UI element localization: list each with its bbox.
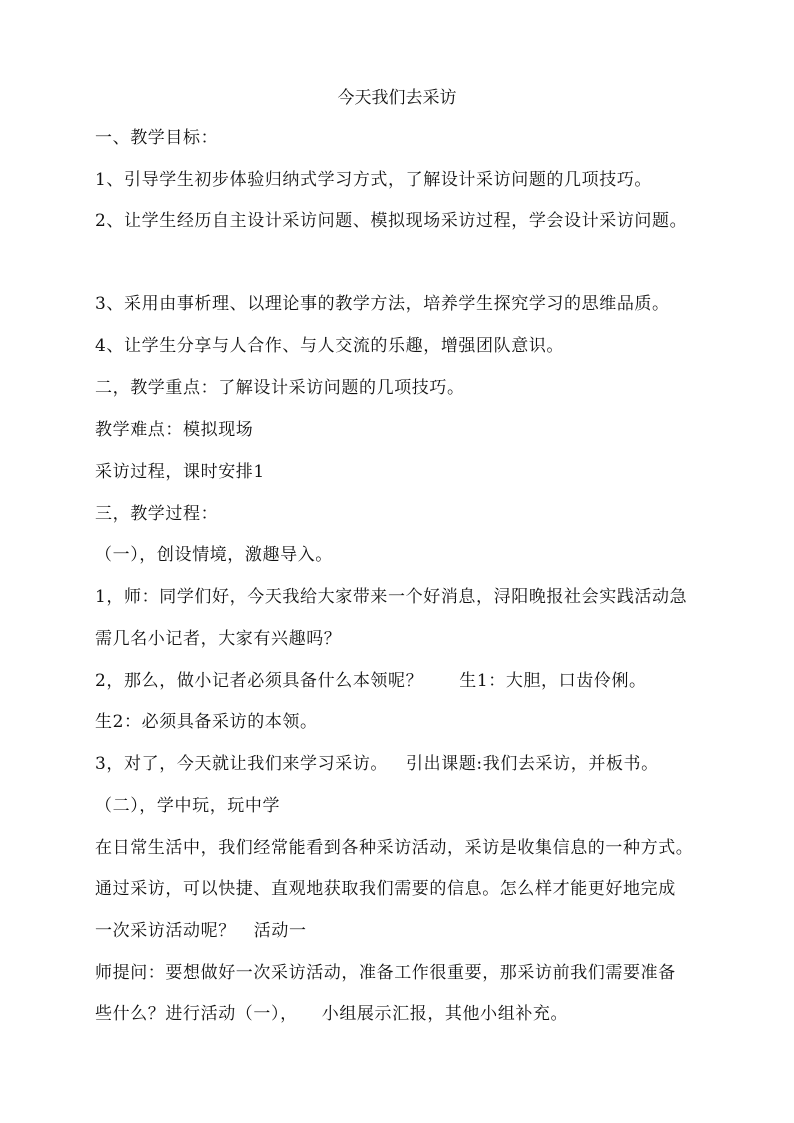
- paragraph-line: 些什么？进行活动（一）， 小组展示汇报，其他小组补充。: [95, 1004, 569, 1024]
- objective-2: 2、让学生经历自主设计采访问题、模拟现场采访过程，学会设计采访问题。: [95, 211, 688, 231]
- paragraph-line: 师提问：要想做好一次采访活动，准备工作很重要，那采访前我们需要准备: [95, 963, 676, 983]
- lesson-schedule: 采访过程，课时安排1: [95, 462, 265, 482]
- paragraph-line: 2，那么，做小记者必须具备什么本领呢？ 生1：大胆，口齿伶俐。: [95, 671, 647, 691]
- objective-1: 1、引导学生初步体验归纳式学习方式，了解设计采访问题的几项技巧。: [95, 170, 653, 190]
- document-title: 今天我们去采访: [337, 88, 457, 108]
- paragraph-line: 在日常生活中，我们经常能看到各种采访活动，采访是收集信息的一种方式。: [95, 838, 694, 858]
- paragraph-line: 需几名小记者，大家有兴趣吗？: [95, 629, 342, 649]
- objective-4: 4、让学生分享与人合作、与人交流的乐趣，增强团队意识。: [95, 336, 565, 356]
- section-heading-objectives: 一、教学目标：: [95, 128, 219, 148]
- teaching-difficulty: 教学难点：模拟现场: [95, 420, 254, 440]
- paragraph-line: 生2：必须具备采访的本领。: [95, 712, 318, 732]
- paragraph-line: 1，师：同学们好，今天我给大家带来一个好消息，浔阳晚报社会实践活动急: [95, 587, 688, 607]
- paragraph-line: 通过采访，可以快捷、直观地获取我们需要的信息。怎么样才能更好地完成: [95, 879, 676, 899]
- subsection-heading-1: （一），创设情境，激趣导入。: [95, 545, 333, 565]
- section-heading-focus: 二，教学重点：了解设计采访问题的几项技巧。: [95, 378, 465, 398]
- paragraph-line: 一次采访活动呢？ 活动一: [95, 921, 307, 941]
- subsection-heading-2: （二），学中玩，玩中学: [95, 796, 281, 816]
- paragraph-line: 3，对了，今天就让我们来学习采访。 引出课题:我们去采访，并板书。: [95, 754, 659, 774]
- objective-3: 3、采用由事析理、以理论事的教学方法，培养学生探究学习的思维品质。: [95, 294, 670, 314]
- section-heading-process: 三，教学过程：: [95, 504, 219, 524]
